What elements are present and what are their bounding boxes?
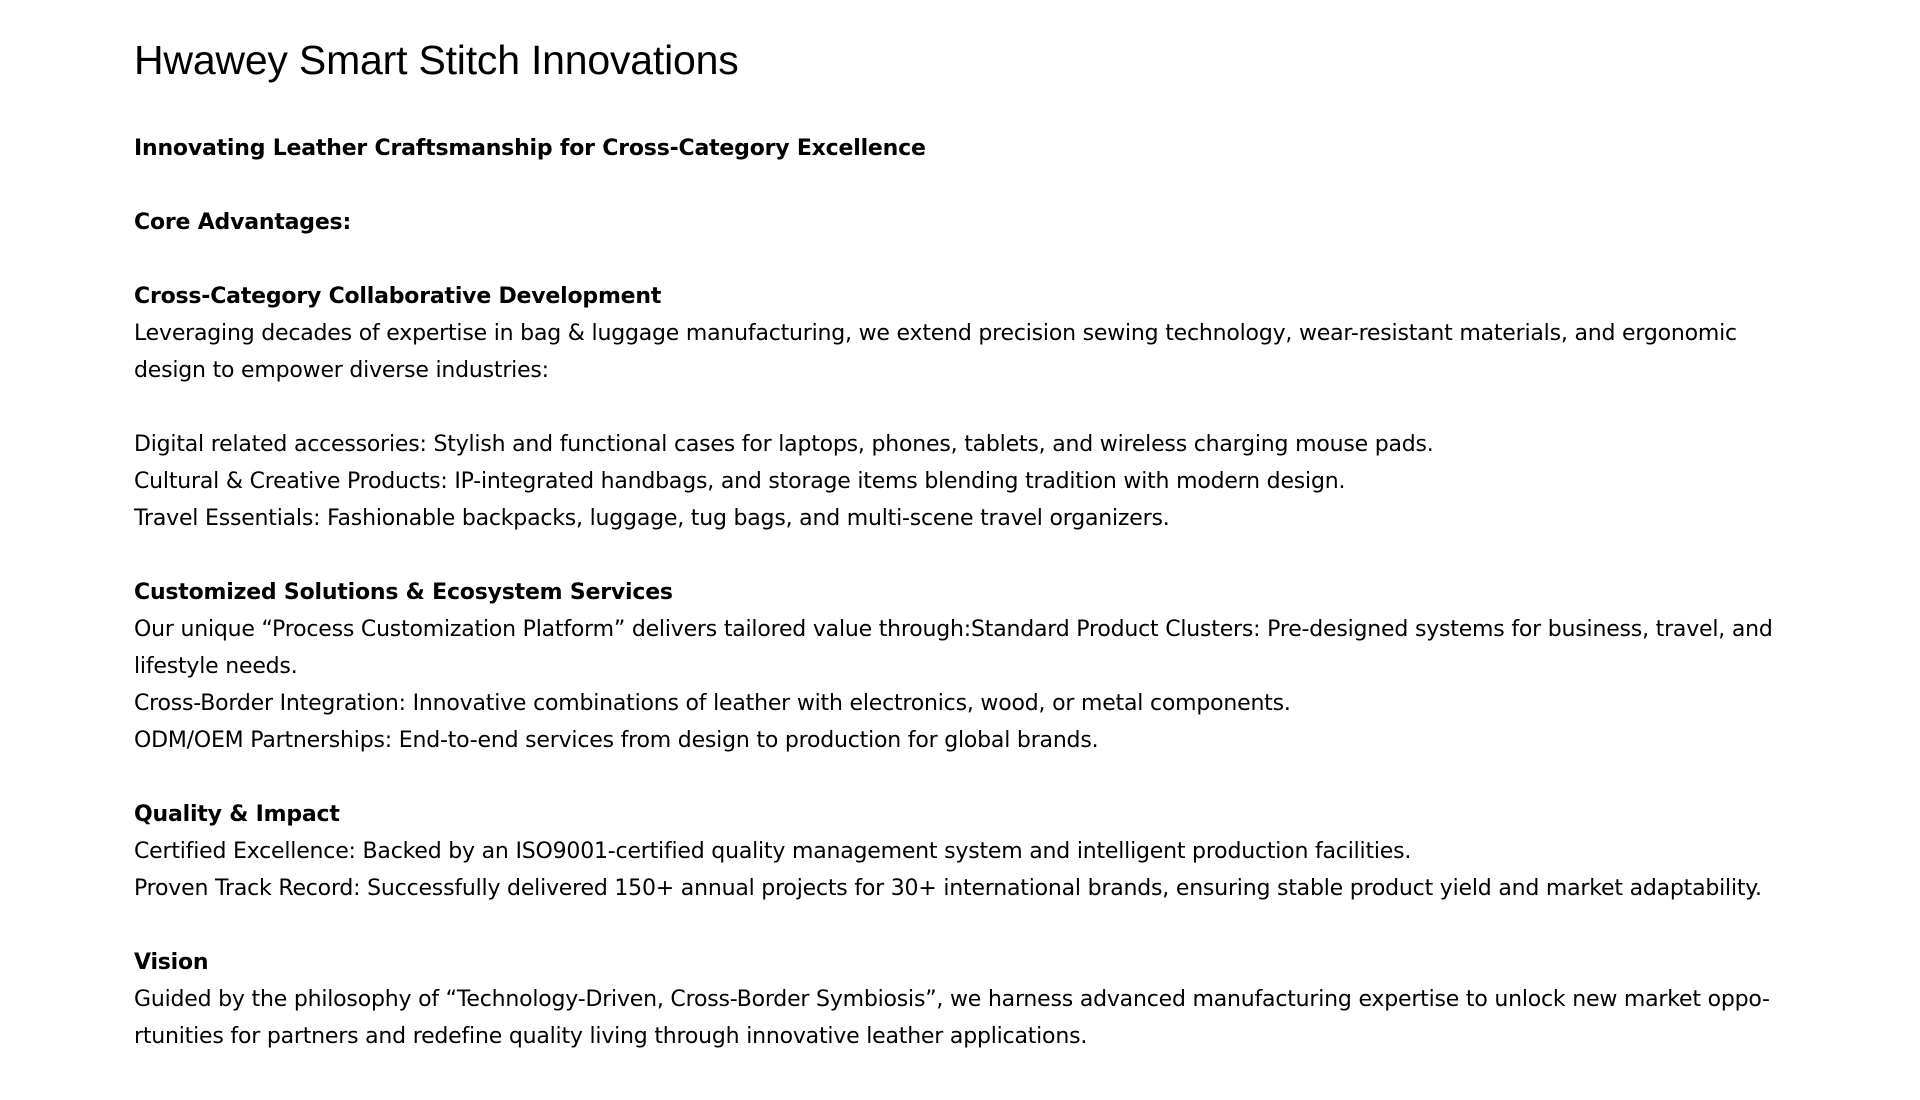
- list-item: Certified Excellence: Backed by an ISO9001-certified quality management system and intelligent production facilities.: [134, 839, 1412, 864]
- spacer: [134, 241, 1814, 278]
- tagline: Innovating Leather Craftsmanship for Cross-Category Excellence: [134, 136, 926, 161]
- content-container: [134, 30, 1814, 1055]
- page-title: Hwawey Smart Stitch Innovations: [134, 37, 739, 83]
- spacer: [134, 907, 1814, 944]
- list-item: Cross-Border Integration: Innovative combinations of leather with electronics, wood, or metal components.: [134, 691, 1291, 716]
- section-intro-collab: Leveraging decades of expertise in bag & luggage manufacturing, we extend precision sewing technology, wear-resistant materials, and ergonomic design to empower diverse industries:: [134, 321, 1737, 383]
- section-heading-quality: Quality & Impact: [134, 802, 340, 827]
- list-item: Travel Essentials: Fashionable backpacks, luggage, tug bags, and multi-scene travel organizers.: [134, 506, 1170, 531]
- section-heading-collab: Cross-Category Collaborative Development: [134, 284, 662, 309]
- list-item: Cultural & Creative Products: IP-integrated handbags, and storage items blending tradition with modern design.: [134, 469, 1346, 494]
- section-intro-custom: Our unique “Process Customization Platform” delivers tailored value through:Standard Product Clusters: Pre-designed systems for business, travel, and lifestyle needs.: [134, 617, 1773, 679]
- content-body: [134, 130, 1814, 1055]
- vision-text: Guided by the philosophy of “Technology-Driven, Cross-Border Symbiosis”, we harness advanced manufacturing expertise to unlock new market oppo-rtunities for partners and redefine quality living through innovative leather applications.: [134, 987, 1770, 1049]
- spacer: [134, 167, 1814, 204]
- spacer: [134, 759, 1814, 796]
- list-item: Proven Track Record: Successfully delivered 150+ annual projects for 30+ international brands, ensuring stable product yield and market adaptability.: [134, 876, 1762, 901]
- section-heading-vision: Vision: [134, 950, 209, 975]
- list-item: Digital related accessories: Stylish and functional cases for laptops, phones, tablets, and wireless charging mouse pads.: [134, 432, 1434, 457]
- spacer: [134, 537, 1814, 574]
- core-advantages-heading: Core Advantages:: [134, 210, 352, 235]
- list-item: ODM/OEM Partnerships: End-to-end services from design to production for global brands.: [134, 728, 1099, 753]
- section-heading-custom: Customized Solutions & Ecosystem Services: [134, 580, 673, 605]
- spacer: [134, 389, 1814, 426]
